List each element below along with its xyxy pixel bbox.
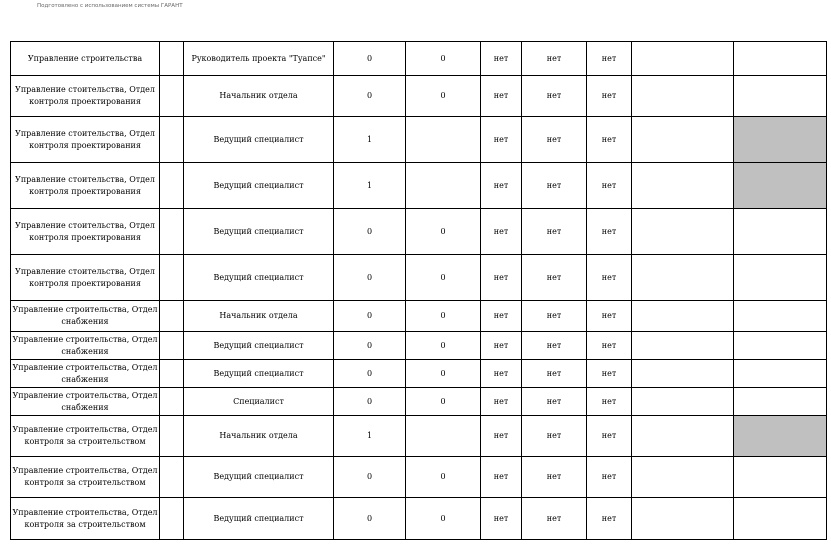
shade-cell — [734, 388, 827, 416]
flag-cell: нет — [587, 42, 632, 76]
position-cell: Ведущий специалист — [184, 360, 334, 388]
department-cell: Управление строительства — [11, 42, 160, 76]
count-cell: 0 — [334, 332, 406, 360]
count-cell: 0 — [406, 255, 481, 301]
count-cell: 1 — [334, 163, 406, 209]
empty-cell — [160, 301, 184, 332]
table-row — [11, 332, 827, 360]
empty-cell — [632, 42, 734, 76]
shade-cell — [734, 42, 827, 76]
department-cell: Управление строительства, Отдел контроля за строительством — [11, 498, 160, 540]
count-cell: 0 — [406, 498, 481, 540]
department-cell: Управление стоительства, Отдел контроля проектирования — [11, 163, 160, 209]
flag-cell: нет — [522, 117, 587, 163]
department-cell: Управление строительства, Отдел контроля за строительством — [11, 416, 160, 457]
department-cell: Управление стоительства, Отдел контроля проектирования — [11, 117, 160, 163]
empty-cell — [160, 332, 184, 360]
count-cell — [406, 416, 481, 457]
empty-cell — [160, 163, 184, 209]
empty-cell — [160, 360, 184, 388]
flag-cell: нет — [522, 301, 587, 332]
position-cell: Ведущий специалист — [184, 209, 334, 255]
empty-cell — [632, 255, 734, 301]
empty-cell — [160, 76, 184, 117]
count-cell — [406, 163, 481, 209]
flag-cell: нет — [587, 498, 632, 540]
shade-cell — [734, 332, 827, 360]
department-cell: Управление строительства, Отдел снабжения — [11, 301, 160, 332]
flag-cell: нет — [481, 498, 522, 540]
shade-cell — [734, 117, 827, 163]
empty-cell — [632, 416, 734, 457]
count-cell: 1 — [334, 416, 406, 457]
count-cell: 0 — [334, 301, 406, 332]
empty-cell — [632, 209, 734, 255]
shade-cell — [734, 163, 827, 209]
position-cell: Ведущий специалист — [184, 498, 334, 540]
shade-cell — [734, 76, 827, 117]
position-cell: Ведущий специалист — [184, 457, 334, 498]
count-cell: 1 — [334, 117, 406, 163]
table-row — [11, 416, 827, 457]
shade-cell — [734, 416, 827, 457]
flag-cell: нет — [481, 163, 522, 209]
flag-cell: нет — [522, 163, 587, 209]
count-cell: 0 — [406, 209, 481, 255]
count-cell: 0 — [406, 388, 481, 416]
flag-cell: нет — [522, 76, 587, 117]
flag-cell: нет — [481, 360, 522, 388]
empty-cell — [632, 117, 734, 163]
flag-cell: нет — [481, 255, 522, 301]
position-cell: Начальник отдела — [184, 301, 334, 332]
flag-cell: нет — [587, 76, 632, 117]
flag-cell: нет — [587, 301, 632, 332]
table-row — [11, 255, 827, 301]
header-note: Подготовлено с использованием системы ГАРАНТ — [37, 3, 183, 9]
department-cell: Управление стоительства, Отдел контроля проектирования — [11, 255, 160, 301]
count-cell: 0 — [406, 76, 481, 117]
position-cell: Начальник отдела — [184, 416, 334, 457]
department-cell: Управление строительства, Отдел снабжения — [11, 332, 160, 360]
flag-cell: нет — [481, 209, 522, 255]
shade-cell — [734, 255, 827, 301]
empty-cell — [160, 117, 184, 163]
table-row — [11, 388, 827, 416]
shade-cell — [734, 360, 827, 388]
empty-cell — [632, 332, 734, 360]
position-cell: Ведущий специалист — [184, 163, 334, 209]
count-cell: 0 — [334, 255, 406, 301]
flag-cell: нет — [481, 416, 522, 457]
position-cell: Ведущий специалист — [184, 117, 334, 163]
empty-cell — [632, 388, 734, 416]
flag-cell: нет — [522, 42, 587, 76]
flag-cell: нет — [587, 416, 632, 457]
empty-cell — [632, 498, 734, 540]
flag-cell: нет — [587, 457, 632, 498]
flag-cell: нет — [522, 209, 587, 255]
flag-cell: нет — [587, 332, 632, 360]
flag-cell: нет — [481, 76, 522, 117]
flag-cell: нет — [481, 457, 522, 498]
count-cell: 0 — [334, 209, 406, 255]
flag-cell: нет — [481, 301, 522, 332]
department-cell: Управление стоительства, Отдел контроля проектирования — [11, 209, 160, 255]
empty-cell — [160, 457, 184, 498]
flag-cell: нет — [587, 209, 632, 255]
table-row — [11, 209, 827, 255]
flag-cell: нет — [522, 388, 587, 416]
table-row — [11, 360, 827, 388]
flag-cell: нет — [481, 42, 522, 76]
empty-cell — [632, 457, 734, 498]
table-row — [11, 163, 827, 209]
count-cell: 0 — [334, 498, 406, 540]
count-cell: 0 — [406, 301, 481, 332]
count-cell: 0 — [334, 388, 406, 416]
flag-cell: нет — [522, 360, 587, 388]
flag-cell: нет — [587, 163, 632, 209]
shade-cell — [734, 498, 827, 540]
department-cell: Управление строительства, Отдел снабжения — [11, 388, 160, 416]
flag-cell: нет — [522, 255, 587, 301]
empty-cell — [632, 163, 734, 209]
shade-cell — [734, 301, 827, 332]
empty-cell — [160, 255, 184, 301]
empty-cell — [160, 42, 184, 76]
shade-cell — [734, 457, 827, 498]
empty-cell — [632, 360, 734, 388]
count-cell: 0 — [334, 42, 406, 76]
table-row — [11, 117, 827, 163]
count-cell: 0 — [406, 457, 481, 498]
flag-cell: нет — [481, 332, 522, 360]
flag-cell: нет — [587, 388, 632, 416]
shade-cell — [734, 209, 827, 255]
table-row — [11, 76, 827, 117]
flag-cell: нет — [481, 388, 522, 416]
position-cell: Специалист — [184, 388, 334, 416]
count-cell: 0 — [406, 332, 481, 360]
flag-cell: нет — [587, 117, 632, 163]
position-cell: Руководитель проекта "Туапсе" — [184, 42, 334, 76]
count-cell: 0 — [406, 360, 481, 388]
position-cell: Ведущий специалист — [184, 332, 334, 360]
position-cell: Ведущий специалист — [184, 255, 334, 301]
flag-cell: нет — [587, 255, 632, 301]
count-cell: 0 — [406, 42, 481, 76]
table-row — [11, 457, 827, 498]
empty-cell — [160, 498, 184, 540]
department-cell: Управление строительства, Отдел снабжения — [11, 360, 160, 388]
position-cell: Начальник отдела — [184, 76, 334, 117]
flag-cell: нет — [587, 360, 632, 388]
flag-cell: нет — [481, 117, 522, 163]
table-row — [11, 42, 827, 76]
flag-cell: нет — [522, 498, 587, 540]
empty-cell — [160, 416, 184, 457]
flag-cell: нет — [522, 332, 587, 360]
empty-cell — [632, 301, 734, 332]
table-row — [11, 498, 827, 540]
department-cell: Управление строительства, Отдел контроля за строительством — [11, 457, 160, 498]
count-cell: 0 — [334, 457, 406, 498]
count-cell: 0 — [334, 360, 406, 388]
empty-cell — [160, 388, 184, 416]
count-cell — [406, 117, 481, 163]
flag-cell: нет — [522, 457, 587, 498]
count-cell: 0 — [334, 76, 406, 117]
department-cell: Управление стоительства, Отдел контроля проектирования — [11, 76, 160, 117]
empty-cell — [632, 76, 734, 117]
empty-cell — [160, 209, 184, 255]
table-row — [11, 301, 827, 332]
staff-table — [10, 41, 827, 540]
flag-cell: нет — [522, 416, 587, 457]
